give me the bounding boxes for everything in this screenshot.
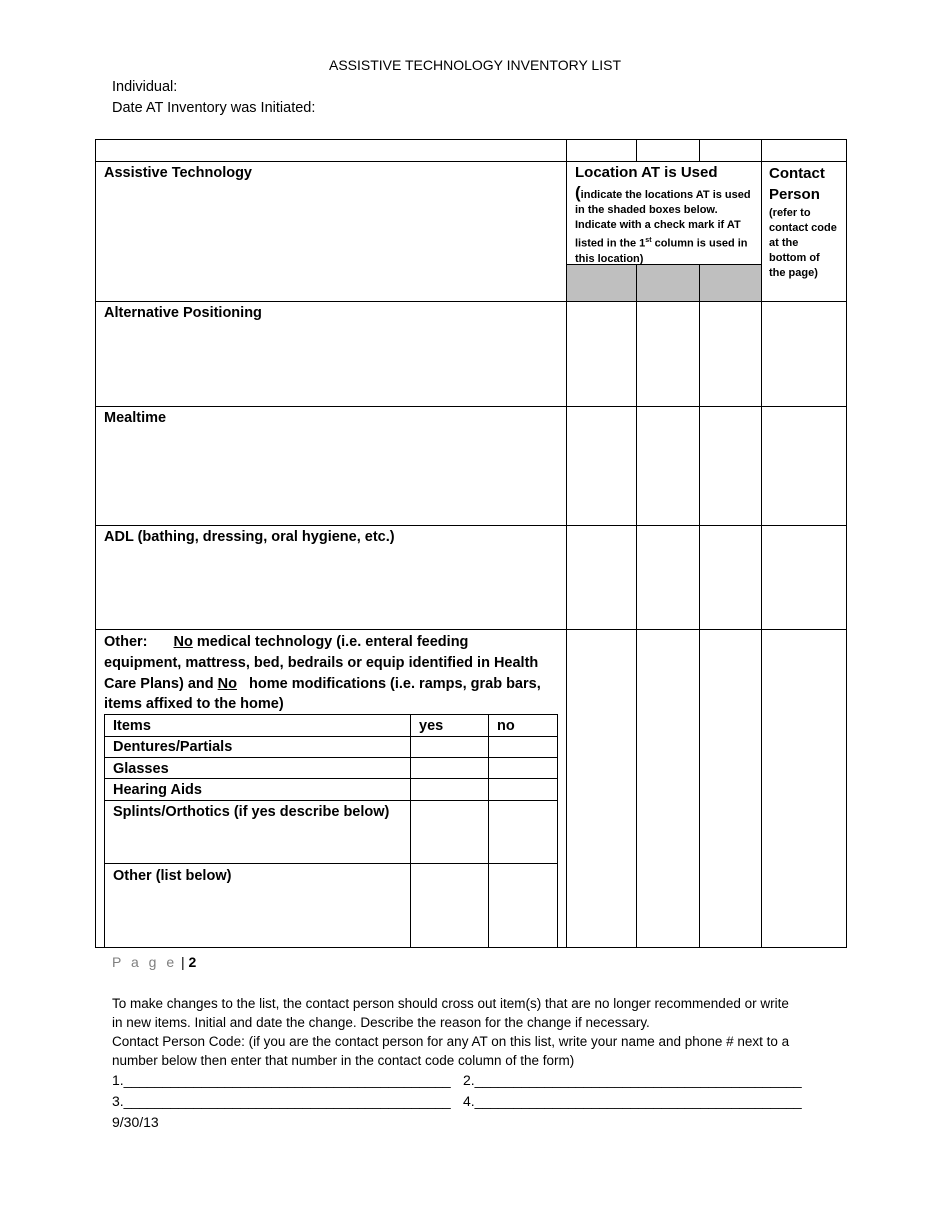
col-divider	[699, 139, 700, 162]
col-divider	[566, 139, 567, 948]
date-initiated-label: Date AT Inventory was Initiated:	[112, 100, 316, 116]
col-divider	[699, 264, 700, 948]
items-header-no: no	[497, 718, 515, 734]
col-header-contact-person	[769, 163, 845, 281]
items-table-border	[410, 714, 411, 948]
row-label-mealtime: Mealtime	[104, 410, 167, 426]
location-note: (indicate the locations AT is used in the shaded boxes below. Indicate with a check mark if AT listed in the 1st column is used in this location)	[575, 183, 751, 265]
items-table-border	[104, 757, 558, 758]
shaded-location-boxes[interactable]	[567, 264, 762, 301]
individual-label: Individual:	[112, 79, 178, 95]
contact-code-1[interactable]: 1.__________________________________________	[112, 1072, 451, 1088]
items-header-items: Items	[113, 718, 151, 734]
col-header-assistive-technology: Assistive Technology	[104, 165, 252, 181]
contact-code-2[interactable]: 2.__________________________________________	[463, 1072, 802, 1088]
items-table-border	[557, 714, 558, 948]
form-date: 9/30/13	[112, 1114, 159, 1130]
row-divider	[95, 629, 847, 630]
col-divider	[636, 264, 637, 948]
row-divider	[95, 406, 847, 407]
items-table-border	[104, 863, 558, 864]
items-table-border	[104, 778, 558, 779]
row-label-alternative-positioning: Alternative Positioning	[104, 305, 262, 321]
row-divider	[95, 947, 847, 948]
row-divider	[95, 161, 847, 162]
row-divider	[95, 525, 847, 526]
col-divider	[636, 139, 637, 162]
table-left-border	[95, 139, 96, 948]
contact-title-1: Contact	[769, 165, 825, 182]
row-divider	[95, 301, 847, 302]
items-table-border	[488, 714, 489, 948]
item-dentures: Dentures/Partials	[113, 739, 233, 755]
row-label-other: Other: No medical technology (i.e. enteral feeding equipment, mattress, bed, bedrails or equip identified in Health Care Plans) and No home modifications (i.e. ramps, grab bars, items affixed to the home)	[104, 634, 541, 713]
contact-code-3[interactable]: 3.__________________________________________	[112, 1093, 451, 1109]
items-header-yes: yes	[419, 718, 444, 734]
contact-code-4[interactable]: 4.__________________________________________	[463, 1093, 802, 1109]
item-glasses: Glasses	[113, 761, 169, 777]
row-label-adl: ADL (bathing, dressing, oral hygiene, etc.)	[104, 529, 395, 545]
items-table-border	[104, 714, 558, 715]
instructions-paragraph: To make changes to the list, the contact person should cross out item(s) that are no longer recommended or write in new items. Initial and date the change. Describe the reason for the change if necessary. Contact Person Code: (if you are the contact person for any AT on this list, write your name and phone # next to a number below then enter that number in the contact code column of the form)	[112, 996, 790, 1068]
col-header-location	[575, 163, 760, 267]
item-splints: Splints/Orthotics (if yes describe below)	[113, 804, 390, 820]
location-title: Location AT is Used	[575, 164, 718, 181]
row-divider	[95, 139, 847, 140]
item-hearing-aids: Hearing Aids	[113, 782, 202, 798]
items-table-border	[104, 800, 558, 801]
page-number: P a g e | 2	[112, 954, 197, 970]
contact-note: (refer to contact code at the bottom of the page)	[769, 207, 837, 279]
col-divider	[761, 139, 762, 948]
contact-title-2: Person	[769, 186, 820, 203]
table-right-border	[846, 139, 847, 948]
item-other: Other (list below)	[113, 868, 232, 884]
items-table-border	[104, 714, 105, 948]
page-title: ASSISTIVE TECHNOLOGY INVENTORY LIST	[328, 57, 622, 73]
